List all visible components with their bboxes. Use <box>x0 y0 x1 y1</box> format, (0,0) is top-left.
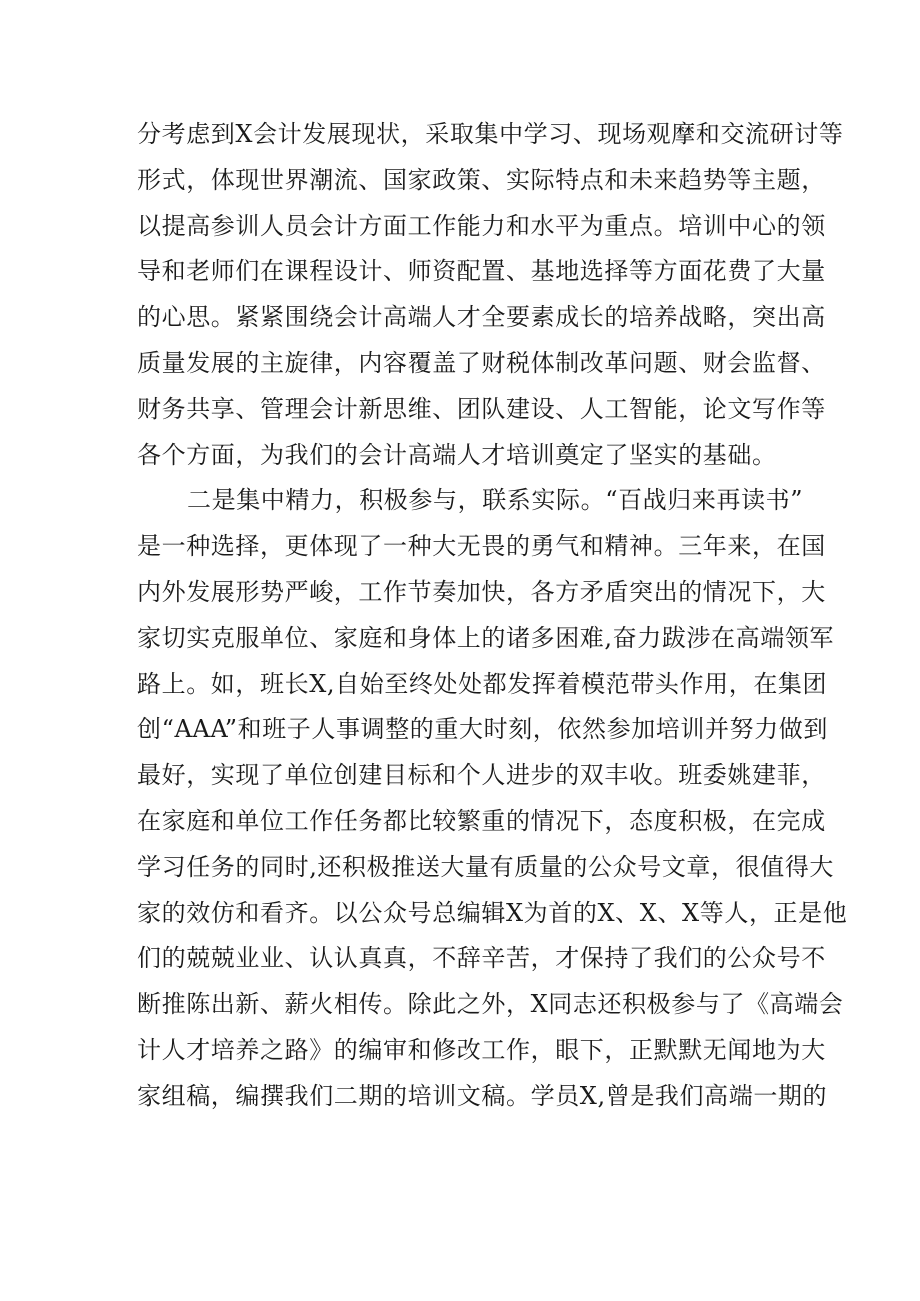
text-line: 计人才培养之路》的编审和修改工作，眼下，正默默无闻地为大 <box>137 1035 826 1064</box>
text-line: 分考虑到X会计发展现状，采取集中学习、现场观摩和交流研讨等 <box>137 120 844 148</box>
text-line: 导和老师们在课程设计、师资配置、基地选择等方面花费了大量 <box>137 257 826 286</box>
text-line: 最好，实现了单位创建目标和个人进步的双丰收。班委姚建菲， <box>137 761 826 790</box>
text-line: 家的效仿和看齐。以公众号总编辑X为首的X、X、X等人，正是他 <box>137 898 848 927</box>
paragraph-1 <box>137 112 844 478</box>
text-line: 学习任务的同时,还积极推送大量有质量的公众号文章，很值得大 <box>137 852 835 881</box>
text-line: 以提高参训人员会计方面工作能力和水平为重点。培训中心的领 <box>137 211 826 240</box>
text-line: 内外发展形势严峻，工作节奏加快，各方矛盾突出的情况下，大 <box>137 577 826 606</box>
text-line: 家切实克服单位、家庭和身体上的诸多困难,奋力跋涉在高端领军 <box>137 623 835 652</box>
text-line: 的心思。紧紧围绕会计高端人才全要素成长的培养战略，突出高 <box>137 303 826 332</box>
text-line: 质量发展的主旋律，内容覆盖了财税体制改革问题、财会监督、 <box>137 348 826 377</box>
text-line: 二是集中精力，积极参与，联系实际。“百战归来再读书” <box>187 486 804 515</box>
text-line: 各个方面，为我们的会计高端人才培训奠定了坚实的基础。 <box>137 440 777 469</box>
document-body <box>137 112 848 1120</box>
text-line: 路上。如，班长X,自始至终处处都发挥着模范带头作用，在集团 <box>137 669 828 698</box>
text-line: 在家庭和单位工作任务都比较繁重的情况下，态度积极，在完成 <box>137 806 826 835</box>
text-line: 家组稿，编撰我们二期的培训文稿。学员X,曾是我们高端一期的 <box>137 1081 828 1110</box>
text-line: 们的兢兢业业、认认真真，不辞辛苦，才保持了我们的公众号不 <box>137 944 826 973</box>
text-line: 财务共享、管理会计新思维、团队建设、人工智能，论文写作等 <box>137 394 826 423</box>
text-line: 断推陈出新、薪火相传。除此之外，X同志还积极参与了《高端会 <box>137 990 844 1019</box>
text-line: 形式，体现世界潮流、国家政策、实际特点和未来趋势等主题， <box>137 165 826 194</box>
text-line: 是一种选择，更体现了一种大无畏的勇气和精神。三年来，在国 <box>137 532 826 561</box>
paragraph-2 <box>137 478 848 1119</box>
text-line: 创“AAA”和班子人事调整的重大时刻，依然参加培训并努力做到 <box>137 715 829 744</box>
